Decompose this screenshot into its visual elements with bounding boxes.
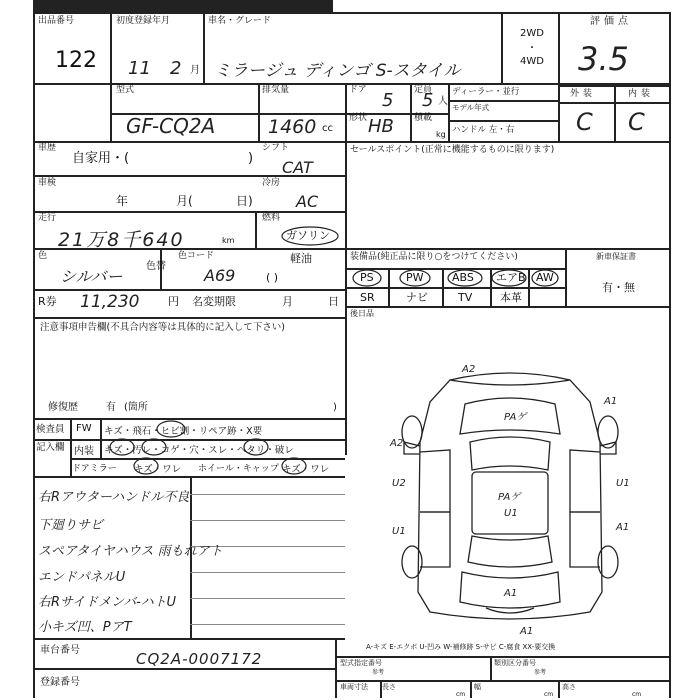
- height: 高さ: [562, 683, 576, 691]
- form-ref: 参考: [372, 669, 385, 676]
- color-value: シルバー: [60, 267, 123, 286]
- mark-u1-roof: U1: [504, 508, 518, 519]
- handnote-3: スペアタイヤハウス 雨もれアト: [38, 544, 223, 559]
- class-ref: 参考: [534, 669, 547, 676]
- recycle-unit: 円: [168, 295, 179, 308]
- score-label: 評価点: [590, 16, 632, 27]
- equip-navi: ナビ: [406, 291, 428, 304]
- equip-airbag: エアB: [496, 271, 526, 284]
- mark-a1-right: A1: [616, 522, 630, 533]
- mark-u1-left: U1: [392, 526, 406, 537]
- kind-value: 自家用・(: [72, 151, 130, 166]
- inspector-label-2: 記入欄: [36, 442, 65, 453]
- doors-value: 5: [382, 90, 394, 111]
- equip-tv: TV: [458, 291, 473, 304]
- model-value: GF-CQ2A: [126, 114, 216, 138]
- recycle-label: R券: [38, 295, 57, 308]
- repair-value: 有: [106, 402, 116, 413]
- first-reg-month: 2: [170, 58, 182, 79]
- mirror-label: ドアミラー: [72, 464, 117, 474]
- dealer-label: ディーラー・並行: [452, 87, 520, 97]
- wheel-text: キズ・ワレ: [282, 464, 330, 475]
- drive-4wd: 4WD: [520, 56, 544, 67]
- handnote-6: 小キズ凹、PアT: [38, 620, 132, 635]
- kind-label: 車歴: [38, 143, 57, 153]
- mark-pa-front: PAゲ: [504, 412, 527, 423]
- lot-label: 出品番号: [38, 16, 75, 26]
- mark-u2-left: U2: [392, 478, 406, 489]
- mark-a1-bottom: A1: [520, 626, 534, 637]
- color-code-value: A69: [204, 266, 236, 285]
- chassis-label: 車台番号: [40, 645, 80, 656]
- mark-u1-right: U1: [616, 478, 630, 489]
- recycle-value: 11,230: [80, 292, 140, 312]
- handnote-4: エンドパネルU: [38, 570, 126, 585]
- fw-label: FW: [76, 423, 92, 434]
- kind-close: ): [248, 151, 254, 166]
- wheel-label: ホイール・キャップ: [198, 464, 279, 474]
- fuel-petrol: ガソリン: [286, 229, 330, 242]
- length-label: 車両寸法: [340, 683, 368, 691]
- repair-place: (箇所: [124, 402, 148, 413]
- mark-a1-rear: A1: [504, 588, 518, 599]
- sales-label: セールスポイント(正常に機能するものに限ります): [350, 145, 555, 155]
- header-banner: [33, 0, 333, 12]
- capacity-value: 5: [422, 90, 434, 111]
- after-label: 後日品: [350, 309, 374, 318]
- mark-a2-front: A2: [462, 364, 476, 375]
- shift-label: シフト: [262, 143, 290, 153]
- ac-label: 冷房: [262, 178, 281, 188]
- petrol-circle: [280, 226, 340, 246]
- interior-check-text: キズ・汚レ・コゲ・穴・スレ・ヘタリ・破レ: [104, 445, 294, 456]
- name-value: ミラージュ ディンゴ S-スタイル: [214, 61, 461, 81]
- class-label: 類別区分番号: [494, 659, 536, 667]
- load-label: 積載: [414, 113, 433, 123]
- color-label: 色: [38, 251, 48, 261]
- mileage-label: 走行: [38, 213, 57, 223]
- inspection-month-unit: 月(: [176, 194, 193, 208]
- handnote-5: 右Rサイドメンバ-ハトU: [38, 595, 177, 610]
- ac-value: AC: [296, 192, 319, 211]
- capacity-unit: 人: [438, 96, 448, 107]
- new-car-value: 有・無: [602, 281, 635, 294]
- displacement-value: 1460: [268, 116, 317, 138]
- fw-text: キズ・飛石・ヒビ割・リペア跡・X要: [104, 426, 263, 437]
- equipment-label: 装備品(純正品に限り○をつけてください): [350, 252, 518, 262]
- displacement-label: 排気量: [262, 85, 290, 95]
- equip-pw: PW: [406, 271, 424, 284]
- displacement-unit: cc: [322, 123, 333, 134]
- mirror-text: キズ・ワレ: [134, 464, 182, 475]
- exterior-label: 外装: [570, 89, 597, 99]
- inspection-year-unit: 年: [116, 194, 129, 208]
- load-unit: kg: [436, 130, 446, 139]
- equip-leather: 本革: [500, 291, 522, 304]
- inspector-label-1: 検査員: [36, 424, 65, 435]
- score-value: 3.5: [578, 40, 629, 78]
- model-label: 型式: [116, 85, 135, 95]
- shape-label: 形状: [349, 113, 368, 123]
- interior-grade: C: [628, 108, 645, 136]
- reg-label: 登録番号: [40, 677, 80, 688]
- doors-label: ドア: [349, 85, 367, 95]
- equip-abs: ABS: [452, 271, 474, 284]
- drive-2wd: 2WD: [520, 28, 544, 39]
- repair-close: ): [333, 402, 337, 413]
- notes-label: 注意事項申告欄(不具合内容等は具体的に記入して下さい): [40, 322, 285, 333]
- mark-a1-front: A1: [604, 396, 618, 407]
- handle-label: ハンドル 左・右: [452, 125, 515, 135]
- registration-day: 日: [328, 295, 339, 308]
- color-code-label: 色コード: [178, 251, 215, 261]
- first-reg-label: 初度登録年月: [116, 16, 171, 26]
- fuel-diesel: 軽油: [290, 252, 312, 265]
- handnote-2: 下廻りサビ: [38, 518, 104, 533]
- shift-value: CAT: [282, 158, 313, 177]
- lot-value: 122: [55, 48, 97, 73]
- mark-pa-roof: PAゲ: [498, 492, 521, 503]
- fuel-label: 燃料: [262, 213, 281, 223]
- car-diagram: [390, 362, 630, 637]
- name-label: 車名・グレード: [208, 16, 272, 26]
- chassis-value: CQ2A-0007172: [136, 650, 263, 668]
- first-reg-year: 11: [128, 58, 151, 79]
- model-year-label: モデル年式: [452, 103, 490, 112]
- new-car-label: 新車保証書: [596, 252, 636, 261]
- registration-label: 名変期限: [192, 295, 236, 308]
- mileage-unit: km: [222, 236, 235, 245]
- drive-dot: ・: [527, 43, 537, 54]
- mileage-value: 21万8千640: [58, 229, 185, 251]
- color-change-label: 色替: [146, 261, 166, 272]
- interior-check-label: 内装: [74, 446, 94, 457]
- shape-value: HB: [368, 116, 394, 137]
- height-cm: cm: [632, 691, 642, 698]
- width: 幅: [474, 683, 481, 691]
- form-label: 型式指定番号: [340, 659, 382, 667]
- interior-label: 内装: [628, 89, 655, 99]
- width-cm: cm: [544, 691, 554, 698]
- equip-ps: PS: [360, 271, 374, 284]
- repair-label: 修復歴: [48, 402, 78, 413]
- handnote-1: 右Rアウターハンドル不良: [38, 490, 190, 505]
- inspection-label: 車検: [38, 178, 57, 188]
- fuel-paren: ( ): [266, 271, 279, 284]
- length: 長さ: [382, 683, 396, 691]
- exterior-grade: C: [576, 108, 593, 136]
- first-reg-month-unit: 月: [190, 65, 200, 76]
- equip-circles: [345, 268, 565, 288]
- damage-legend: A-キズ E-エクボ U-凹み W-補修跡 S-サビ C-腐食 XX-要交換: [366, 643, 556, 651]
- length-cm: cm: [456, 691, 466, 698]
- inspector-circles: [70, 418, 370, 478]
- equip-sr: SR: [360, 291, 375, 304]
- mark-a2-side: A2: [390, 438, 404, 449]
- registration-month: 月: [282, 295, 293, 308]
- equip-aw: AW: [536, 271, 554, 284]
- capacity-label: 定員: [414, 85, 433, 95]
- inspection-day-unit: 日): [236, 194, 253, 208]
